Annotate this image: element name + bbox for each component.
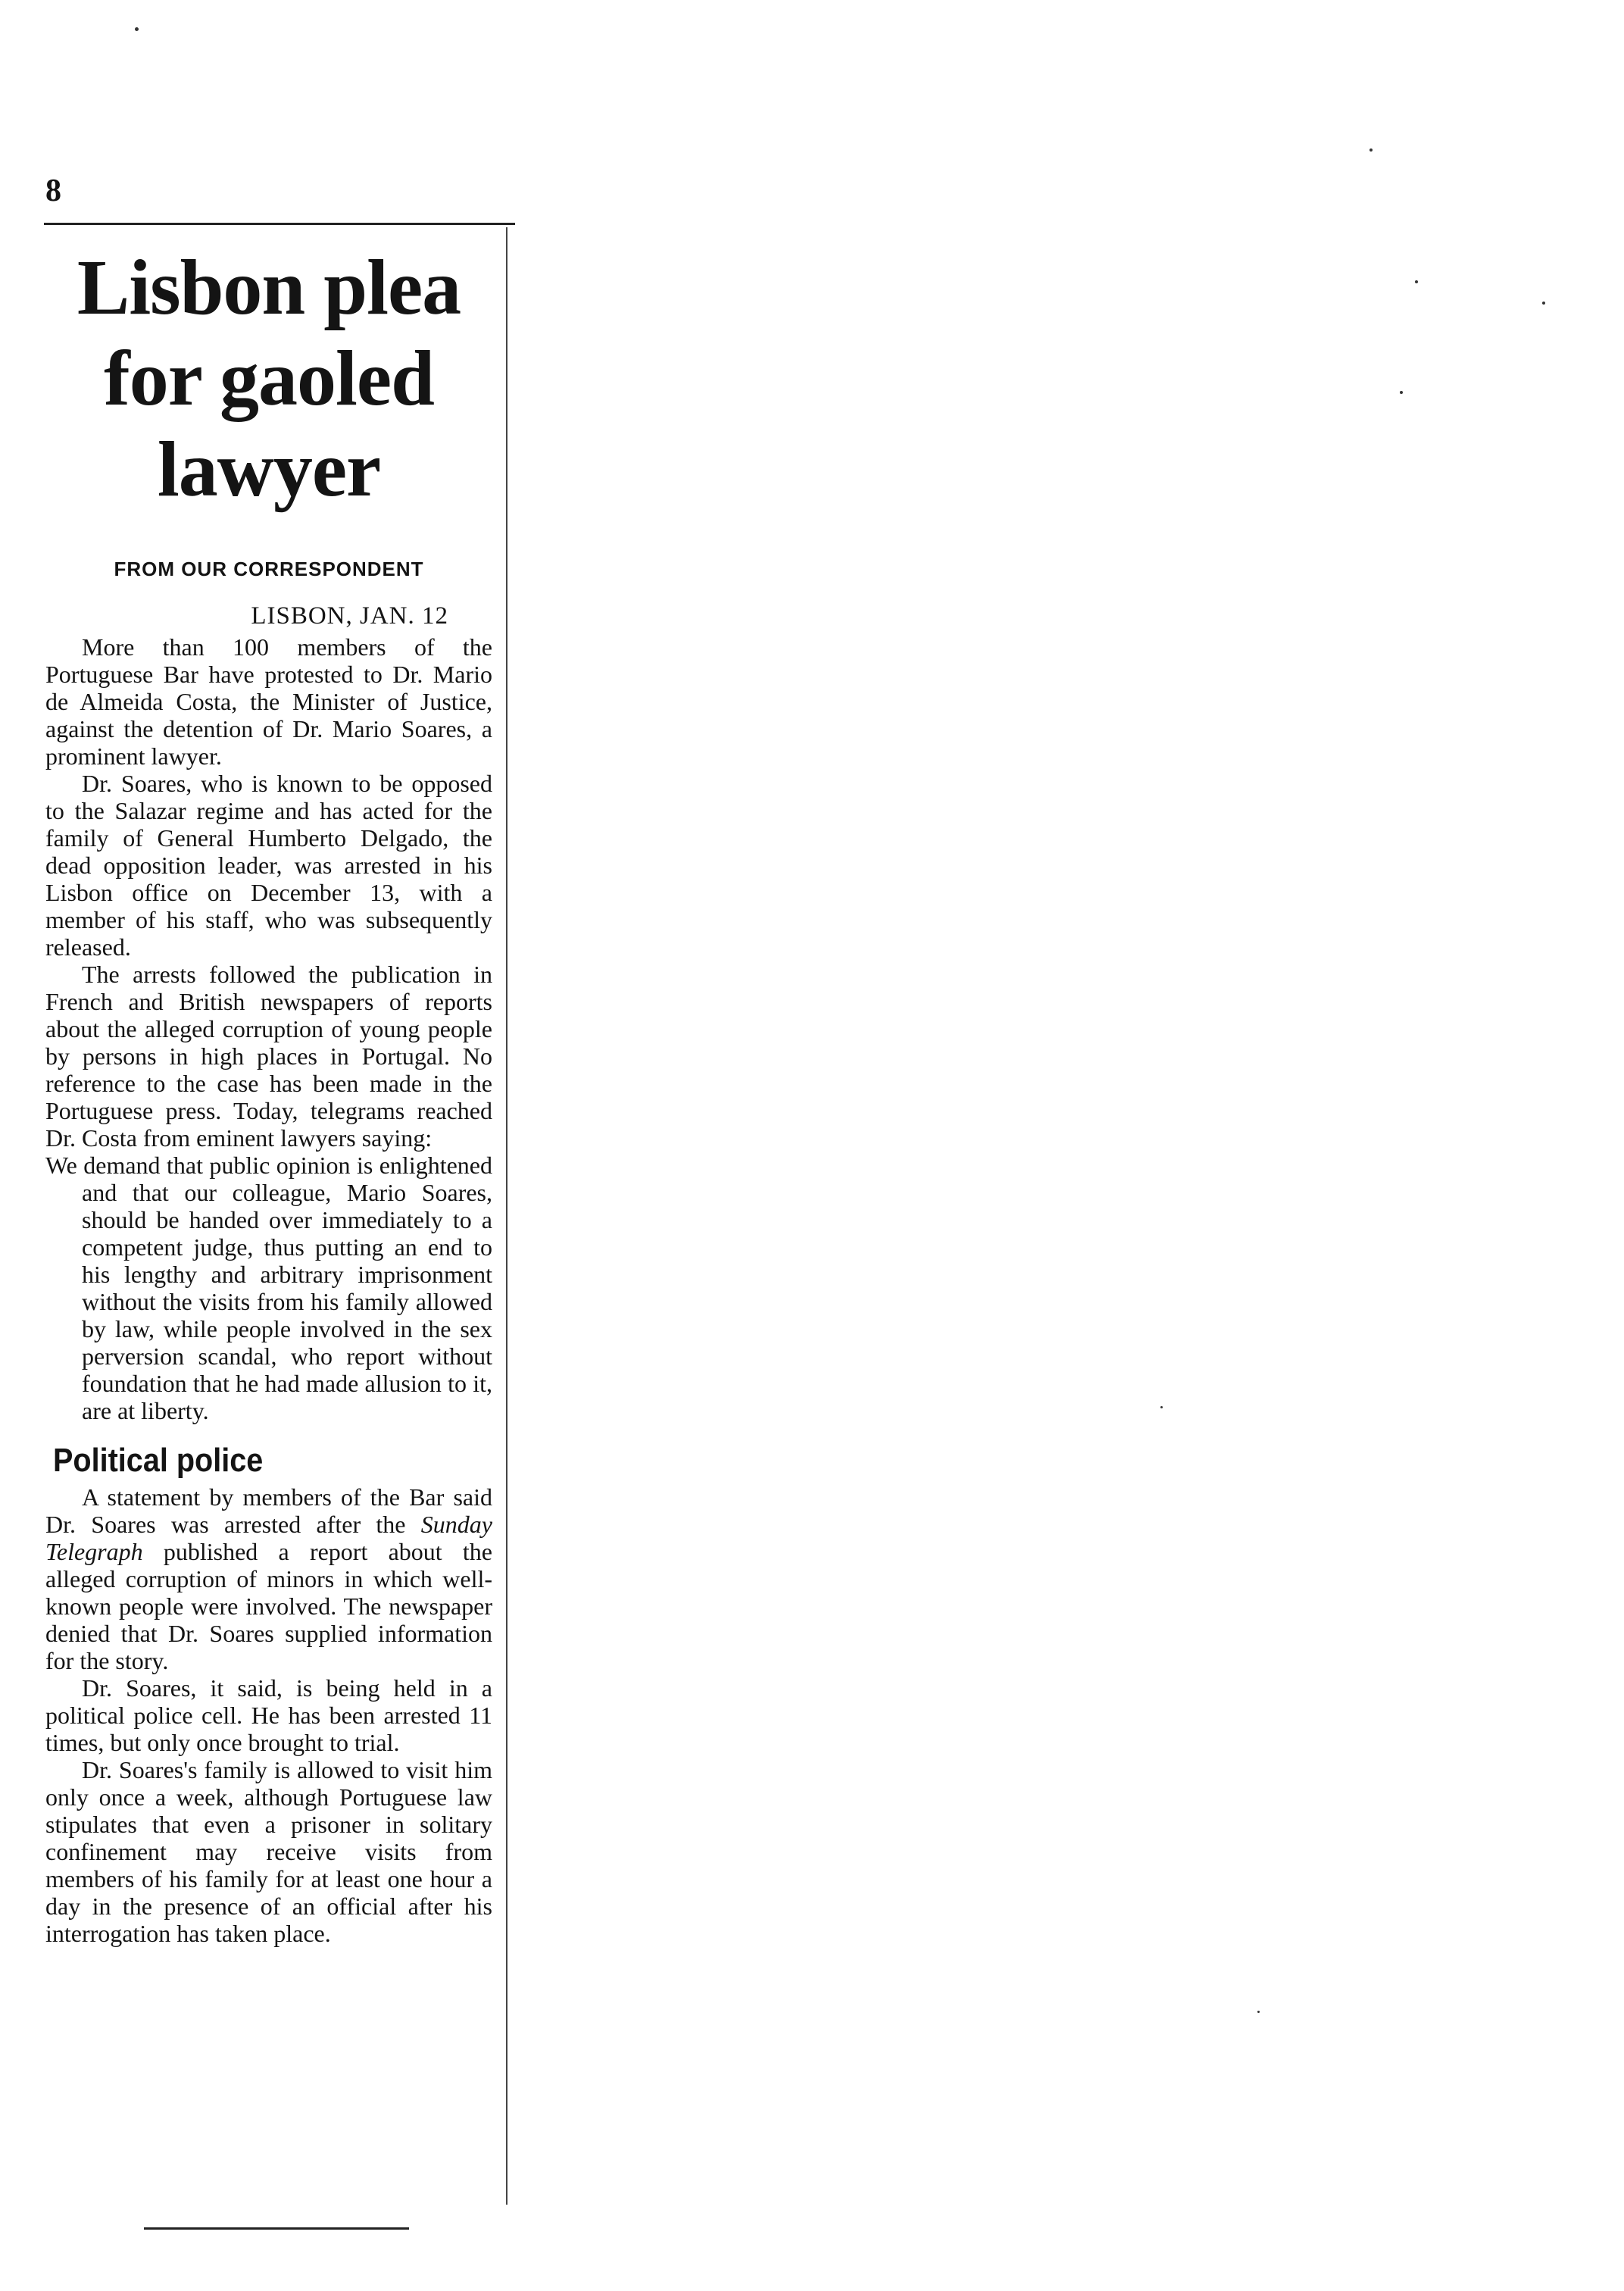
scan-speck [1400,391,1403,394]
top-rule [44,223,515,225]
paragraph: Dr. Soares, who is known to be opposed to the Salazar regime and has acted for the family of General Humberto Delgado, the dead opposition leader, was arrested in his Lisbon office on December 13, with a member of his staff, who was subsequently released. [45,770,492,961]
scan-speck [1257,2011,1260,2013]
paragraph: Dr. Soares, it said, is being held in a political police cell. He has been arrested 11 times, but only once brought to trial. [45,1674,492,1756]
article-body [45,633,492,1947]
subhead: Political police [53,1442,264,1479]
text-run: A statement by members of the Bar said Dr. Soares was arrested after the [45,1483,492,1538]
column-rule [506,227,508,2205]
page-number: 8 [45,173,61,208]
bottom-rule [144,2227,409,2230]
paragraph [45,1483,492,1674]
headline-line: Lisbon plea [77,244,461,331]
scan-speck [1542,302,1545,305]
headline-line: lawyer [157,426,381,513]
scan-speck [1369,148,1373,152]
telegram-quote: We demand that public opinion is enlightened and that our colleague, Mario Soares, should be handed over immediately to a competent judge, thus putting an end to his lengthy and arbitrary imprisonment without the visits from his family allowed by law, while people involved in the sex perversion scandal, who report without foundation that he had made allusion to it, are at liberty. [45,1152,492,1424]
byline: FROM OUR CORRESPONDENT [114,558,424,580]
paragraph: Dr. Soares's family is allowed to visit him only once a week, although Portuguese law stipulates that even a prisoner in solitary confinement may receive visits from members of his family for at least one hour a day in the presence of an official after his interrogation has taken place. [45,1756,492,1947]
article [45,242,492,1947]
headline-line: for gaoled [104,335,434,422]
headline [45,242,492,515]
scan-speck [135,27,139,31]
paragraph: The arrests followed the publication in French and British newspapers of reports about the alleged corruption of young people by persons in high places in Portugal. No reference to the case has been made in the Portuguese press. Today, telegrams reached Dr. Costa from eminent lawyers saying: [45,961,492,1152]
dateline: LISBON, JAN. 12 [251,602,448,630]
scan-speck [1415,280,1418,283]
paragraph: More than 100 members of the Portuguese Bar have protested to Dr. Mario de Almeida Costa, the Minister of Justice, against the detention of Dr. Mario Soares, a prominent lawyer. [45,633,492,770]
newspaper-title: Sunday Telegraph [45,1511,492,1565]
text-run: published a report about the alleged corruption of minors in which well-known people were involved. The newspaper denied that Dr. Soares supplied information for the story. [45,1538,492,1674]
scan-speck [1160,1406,1163,1408]
